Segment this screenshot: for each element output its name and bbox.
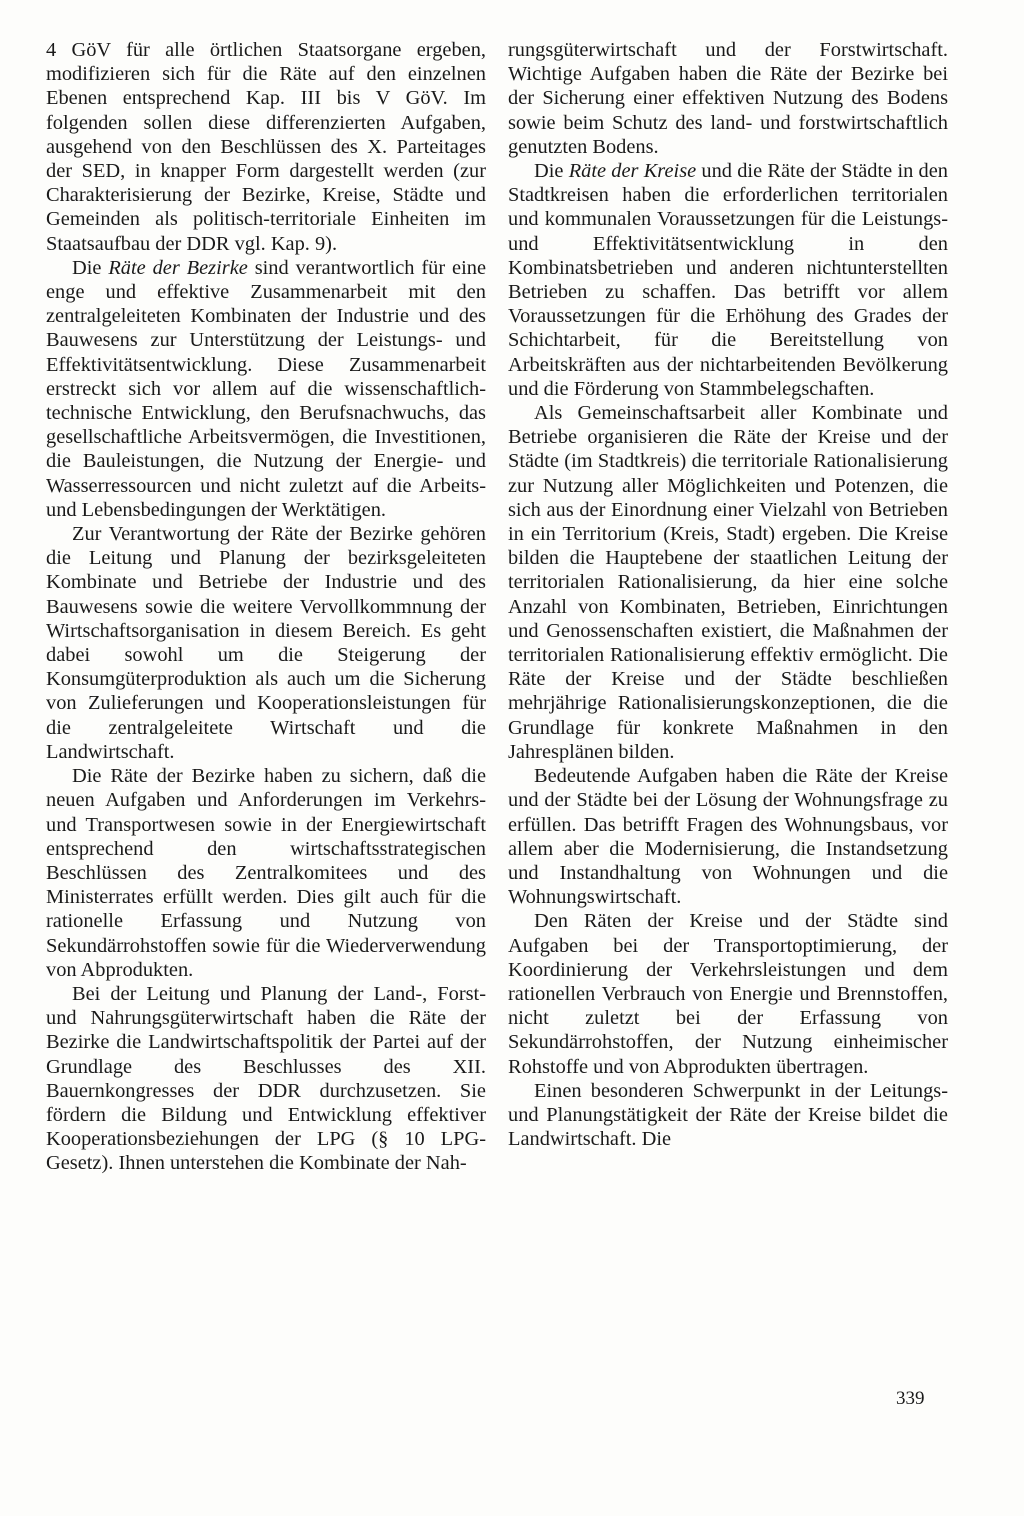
right-column bbox=[508, 38, 948, 1151]
page-number: 339 bbox=[896, 1388, 925, 1409]
paragraph: Zur Verantwortung der Räte der Bezirke gehören die Leitung und Planung der bezirksgeleiteten Kombinate und Betriebe der Industrie und des Bauwesens sowie die weitere Vervollkommnung der Wirtschaftsorganisation in diesem Bereich. Es geht dabei sowohl um die Steigerung der Konsumgüterproduktion als auch um die Sicherung von Zulieferungen und Kooperationsleistungen für die zentralgeleitete Wirtschaft und die Landwirtschaft. bbox=[46, 523, 486, 763]
paragraph-text: Die bbox=[534, 160, 569, 183]
paragraph-text: Die bbox=[72, 256, 109, 279]
italic-term: Räte der Bezirke bbox=[108, 256, 248, 279]
paragraph: Einen besonderen Schwerpunkt in der Leitungs- und Planungstätigkeit der Räte der Kreise bildet die Landwirtschaft. Die bbox=[508, 1079, 948, 1151]
paragraph: rungsgüterwirtschaft und der Forstwirtschaft. Wichtige Aufgaben haben die Räte der Bezirke bei der Sicherung einer effektiven Nutzung des Bodens sowie beim Schutz des land- und forstwirtschaftlich genutzten Bodens. bbox=[508, 39, 948, 158]
paragraph: Bei der Leitung und Planung der Land-, Forst- und Nahrungsgüterwirtschaft haben die Räte der Bezirke die Landwirtschaftspolitik der Partei auf der Grundlage des Beschlusses des XII. Bauernkongresses der DDR durchzusetzen. Sie fördern die Bildung und Entwicklung effektiver Kooperationsbeziehungen der LPG (§ 10 LPG-Gesetz). Ihnen unterstehen die Kombinate der Nah- bbox=[46, 982, 486, 1175]
paragraph bbox=[508, 159, 948, 401]
paragraph: Als Gemeinschaftsarbeit aller Kombinate und Betriebe organisieren die Räte der Kreise und der Städte (im Stadtkreis) die territoriale Rationalisierung zur Nutzung aller Möglichkeiten und Potenzen, die sich aus der Einordnung einer Vielzahl von Betrieben in ein Territorium (Kreis, Stadt) ergeben. Die Kreise bilden die Hauptebene der staatlichen Leitung der territorialen Rationalisierung, da hier eine solche Anzahl von Kombinaten, Betrieben, Einrichtungen und Genossenschaften existiert, die Maßnahmen der territorialen Rationalisierung effektiv ermöglicht. Die Räte der Kreise und der Städte beschließen mehrjährige Rationalisierungskonzeptionen, die die Grundlage für konkrete Maßnahmen in den Jahresplänen bilden. bbox=[508, 402, 948, 763]
left-column bbox=[46, 38, 486, 1176]
italic-term: Räte der Kreise bbox=[568, 160, 697, 183]
paragraph-text: sind verantwortlich für eine enge und effektive Zusammenarbeit mit den zentralgeleiteten Kombinaten der Industrie und des Bauwesens zur Unterstützung der Leistungs- und Effektivitätsentwicklung. Diese Zusammenarbeit erstreckt sich vor allem auf die wissenschaftlich-technische Entwicklung, den Berufsnachwuchs, das gesellschaftliche Arbeitsvermögen, die Investitionen, die Bauleistungen, die Nutzung der Energie- und Wasserressourcen und nicht zuletzt auf die Arbeits- und Lebensbedingungen der Werktätigen. bbox=[46, 256, 486, 521]
paragraph-text: und die Räte der Städte in den Stadtkreisen haben die erforderlichen territorialen und kommunalen Voraussetzungen für die Leistungs- und Effektivitätsentwicklung in den Kombinatsbetrieben und anderen nichtunterstellten Betrieben zu schaffen. Das betrifft vor allem Voraussetzungen für die Erhöhung des Grades der Schichtarbeit, für die Bereitstellung von Arbeitskräften aus der nichtarbeitenden Bevölkerung und die Förderung von Stammbelegschaften. bbox=[508, 160, 948, 400]
paragraph bbox=[46, 256, 486, 522]
paragraph: 4 GöV für alle örtlichen Staatsorgane ergeben, modifizieren sich für die Räte auf den einzelnen Ebenen entsprechend Kap. III bis V GöV. Im folgenden sollen diese differenzierten Aufgaben, ausgehend von den Beschlüssen des X. Parteitages der SED, in knapper Form dargestellt werden (zur Charakterisierung der Bezirke, Kreise, Städte und Gemeinden als politisch-territoriale Einheiten im Staatsaufbau der DDR vgl. Kap. 9). bbox=[46, 39, 486, 255]
paragraph: Den Räten der Kreise und der Städte sind Aufgaben bei der Transportoptimierung, der Koordinierung der Verkehrsleistungen und dem rationellen Verbrauch von Energie und Brennstoffen, nicht zuletzt bei der Erfassung von Sekundärrohstoffen, der Nutzung einheimischer Rohstoffe und von Abprodukten übertragen. bbox=[508, 910, 948, 1078]
paragraph: Bedeutende Aufgaben haben die Räte der Kreise und der Städte bei der Lösung der Wohnungsfrage zu erfüllen. Das betrifft Fragen des Wohnungsbaus, vor allem aber die Modernisierung, die Instandsetzung und Instandhaltung von Wohnungen und die Wohnungswirtschaft. bbox=[508, 765, 948, 909]
paragraph: Die Räte der Bezirke haben zu sichern, daß die neuen Aufgaben und Anforderungen im Verkehrs- und Transportwesen sowie in der Energiewirtschaft entsprechend den wirtschaftsstrategischen Beschlüssen des Zentralkomitees und des Ministerrates erfüllt werden. Dies gilt auch für die rationelle Erfassung und Nutzung von Sekundärrohstoffen sowie für die Wiederverwendung von Abprodukten. bbox=[46, 765, 486, 981]
